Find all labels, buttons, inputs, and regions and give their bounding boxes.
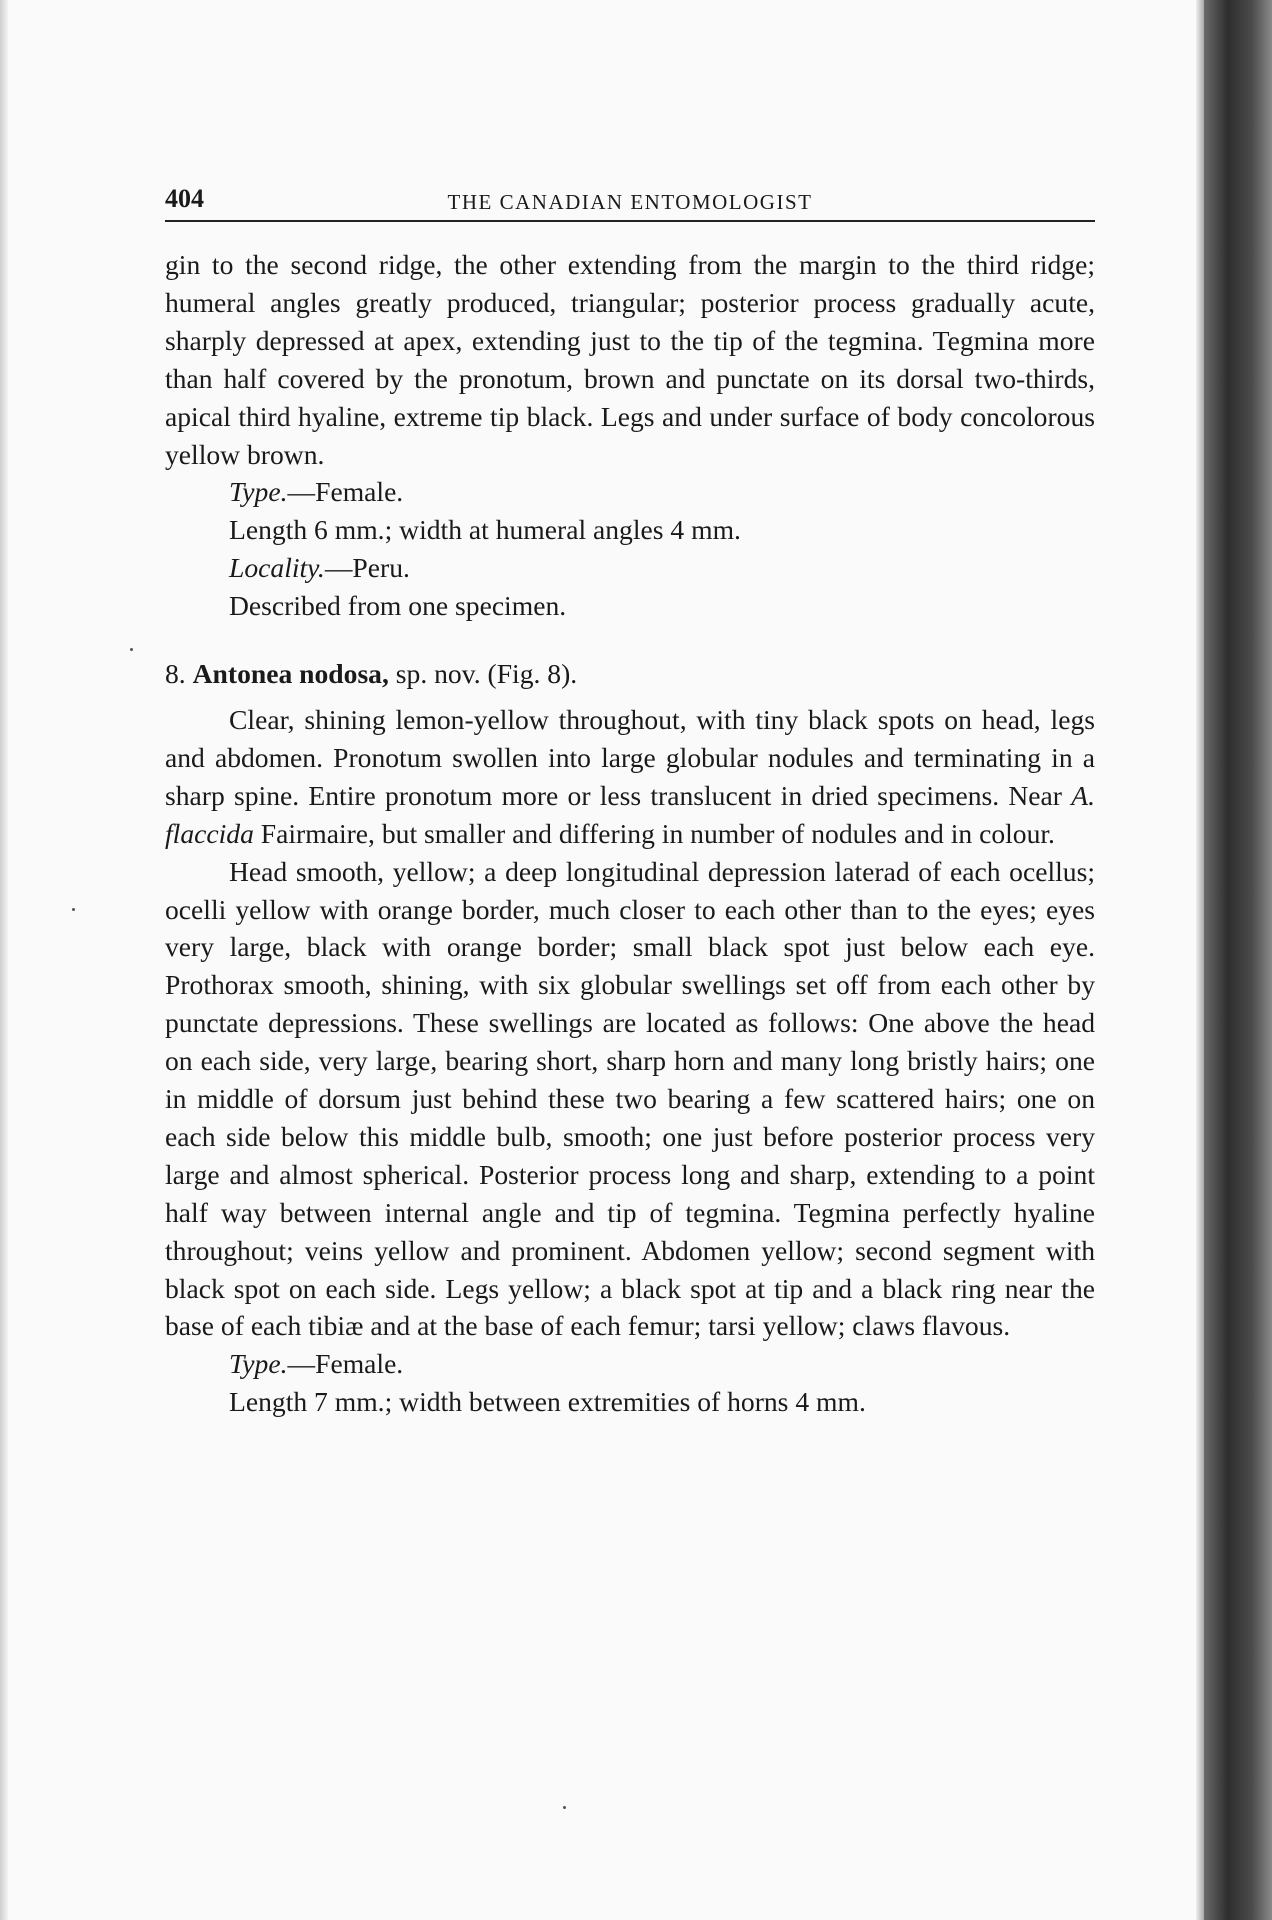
page-number: 404 <box>165 184 204 213</box>
type-label: Type. <box>229 476 288 508</box>
scan-speck <box>563 1806 566 1809</box>
locality-label: Locality. <box>229 552 325 584</box>
compared-species: A. flaccida <box>165 779 1095 849</box>
described-line: Described from one specimen. <box>229 590 567 622</box>
diagnosis-text: Clear, shining lemon-yellow throughout, with tiny black spots on head, legs and abdomen. Pronotum swollen into large globular nodules and terminating in a sharp spine. Entire pronotum more or less translucent in dried specimens. Near <box>165 703 1095 811</box>
species-name: Antonea nodosa, <box>192 658 389 690</box>
type-value: —Female. <box>287 476 404 508</box>
species-length-line: Length 7 mm.; width between extremities of horns 4 mm. <box>229 1386 866 1418</box>
locality-value: —Peru. <box>324 552 410 584</box>
species-type-line <box>165 1345 1095 1383</box>
running-head <box>165 180 1095 222</box>
species-status: sp. nov. (Fig. 8). <box>388 658 578 690</box>
length-line: Length 6 mm.; width at humeral angles 4 mm. <box>229 514 741 546</box>
page-left-edge <box>0 0 8 1920</box>
species-heading <box>165 655 1095 693</box>
scan-speck <box>72 908 75 911</box>
species-diagnosis <box>165 701 1095 853</box>
species-type-value: —Female. <box>287 1348 404 1380</box>
type-line <box>165 473 1095 511</box>
journal-title: THE CANADIAN ENTOMOLOGIST <box>447 190 813 214</box>
continued-description: gin to the second ridge, the other extending from the margin to the third ridge; humeral angles greatly produced, triangular; posterior process gradually acute, sharply depressed at apex, extending just to the tip of the tegmina. Tegmina more than half covered by the pronotum, brown and punctate on its dorsal two-thirds, apical third hyaline, extreme tip black. Legs and under surface of body concolorous yellow brown. <box>165 249 1095 470</box>
locality-line <box>165 549 1095 587</box>
diagnosis-text-cont: Fairmaire, but smaller and differing in number of nodules and in colour. <box>253 817 1055 849</box>
book-binding-edge <box>1204 0 1272 1920</box>
page-content <box>165 180 1095 1421</box>
page-gutter-shadow <box>1196 0 1204 1920</box>
scan-speck <box>130 648 133 651</box>
species-description: Head smooth, yellow; a deep longitudinal depression laterad of each ocellus; ocelli yellow with orange border, much closer to each other than to the eyes; eyes very large, black with orange border; small black spot just below each eye. Prothorax smooth, shining, with six globular swellings set off from each other by punctate depressions. These swellings are located as follows: One above the head on each side, very large, bearing short, sharp horn and many long bristly hairs; one in middle of dorsum just behind these two bearing a few scattered hairs; one on each side below this middle bulb, smooth; one just before posterior process very large and almost spherical. Posterior process long and sharp, extending to a point half way between internal angle and tip of tegmina. Tegmina perfectly hyaline throughout; veins yellow and prominent. Abdomen yellow; second segment with black spot on each side. Legs yellow; a black spot at tip and a black ring near the base of each tibiæ and at the base of each femur; tarsi yellow; claws flavous. <box>165 855 1095 1342</box>
species-type-label: Type. <box>229 1348 288 1380</box>
species-number: 8. <box>165 658 186 690</box>
